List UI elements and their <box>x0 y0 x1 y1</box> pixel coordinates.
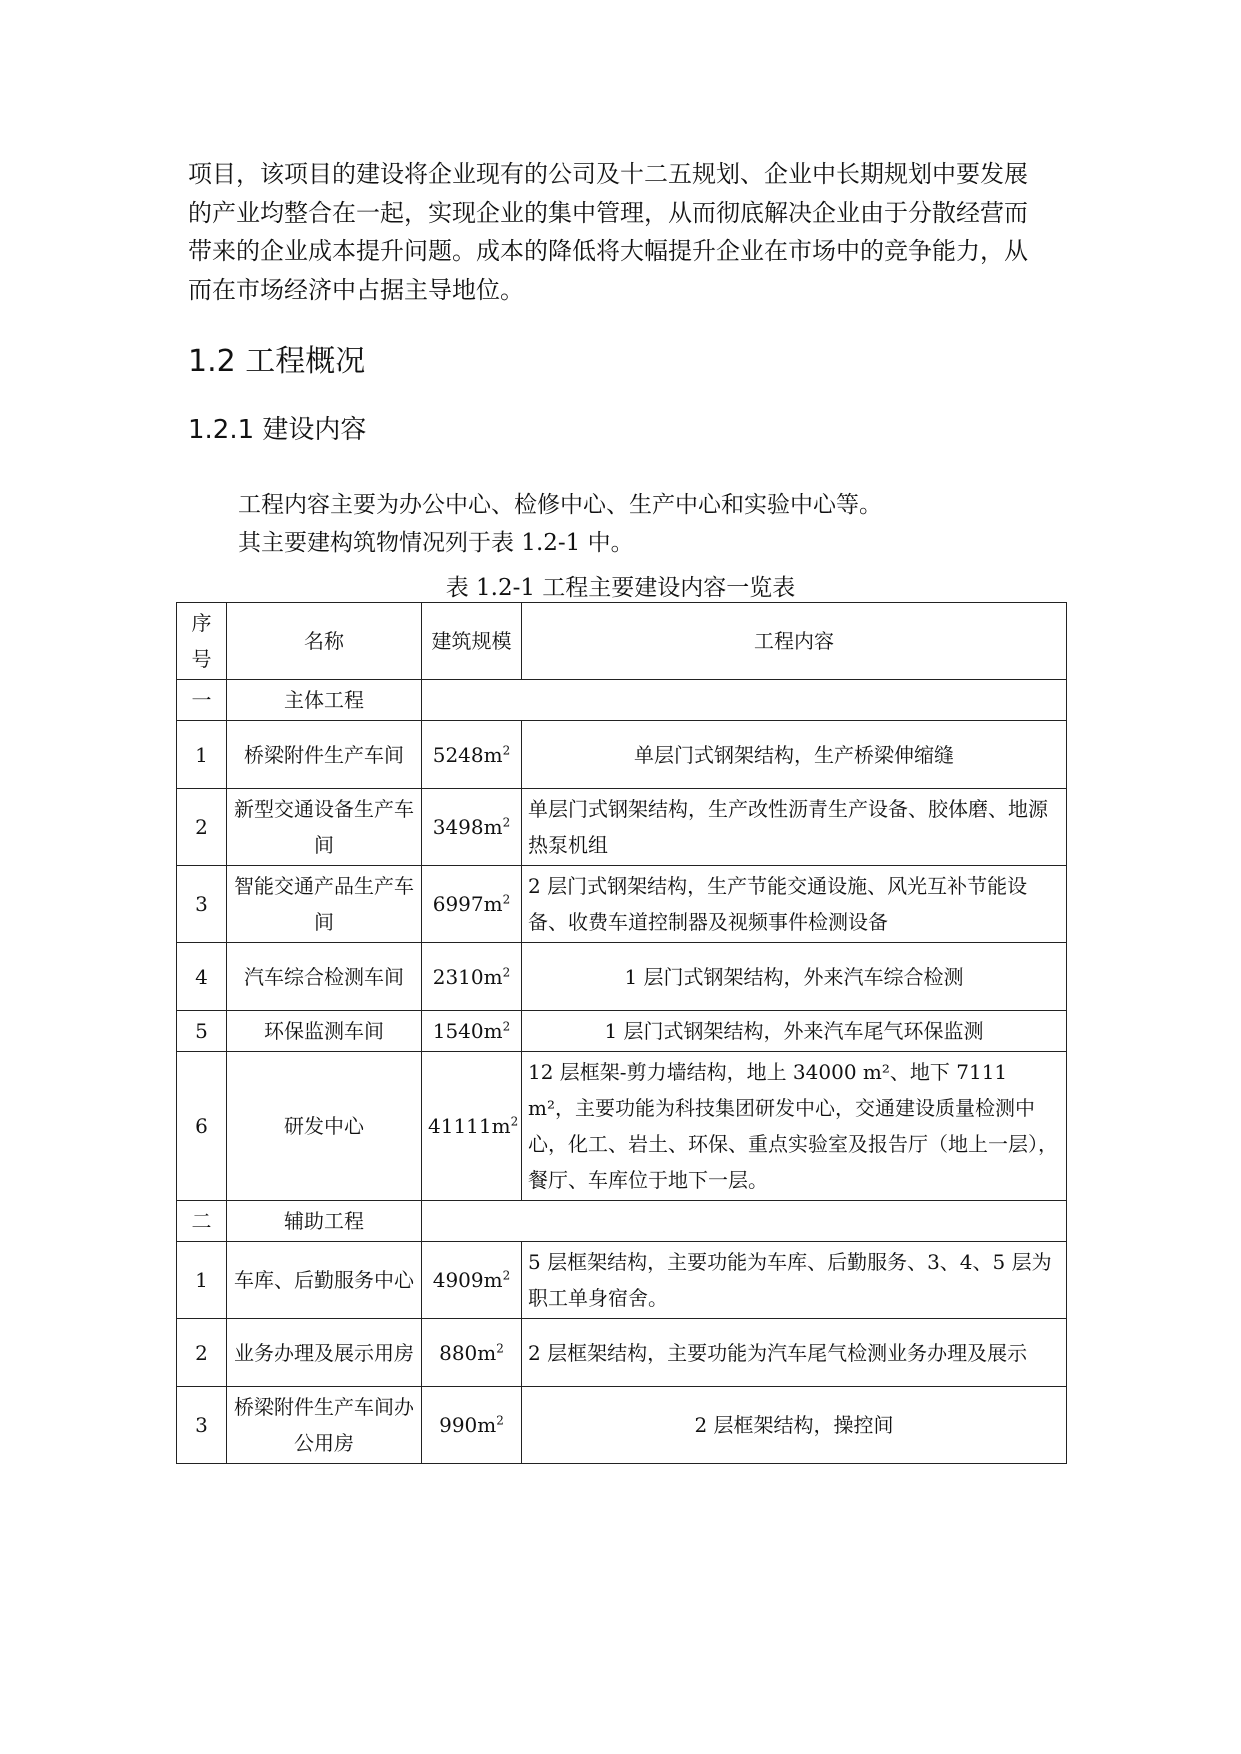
unit-superscript: 2 <box>496 1340 504 1355</box>
row-no: 3 <box>177 1387 227 1464</box>
row-no: 4 <box>177 943 227 1011</box>
intro-line: 带来的企业成本提升问题。成本的降低将大幅提升企业在市场中的竞争能力，从 <box>188 237 1028 265</box>
group-name: 主体工程 <box>227 680 422 721</box>
body-line: 工程内容主要为办公中心、检修中心、生产中心和实验中心等。 <box>238 492 882 518</box>
row-content: 2 层框架结构，主要功能为汽车尾气检测业务办理及展示 <box>522 1319 1067 1387</box>
row-name: 桥梁附件生产车间 <box>227 721 422 789</box>
table-row <box>177 866 1067 943</box>
group-no: 一 <box>177 680 227 721</box>
row-name: 桥梁附件生产车间办公用房 <box>227 1387 422 1464</box>
row-scale: $5248m^2$ <box>422 721 522 789</box>
subsection-title: 1.2.1 建设内容 <box>188 415 367 445</box>
row-no: 1 <box>177 721 227 789</box>
row-no: 1 <box>177 1242 227 1319</box>
row-scale: $41111m^2$ <box>422 1052 522 1201</box>
row-scale: $3498m^2$ <box>422 789 522 866</box>
table-row <box>177 1011 1067 1052</box>
row-scale: $4909m^2$ <box>422 1242 522 1319</box>
row-name: 汽车综合检测车间 <box>227 943 422 1011</box>
row-no: 5 <box>177 1011 227 1052</box>
row-name: 研发中心 <box>227 1052 422 1201</box>
row-no: 6 <box>177 1052 227 1201</box>
unit-superscript: 2 <box>502 1019 511 1034</box>
row-no: 2 <box>177 789 227 866</box>
group-name: 辅助工程 <box>227 1201 422 1242</box>
unit-superscript: 2 <box>510 1114 519 1129</box>
table-row <box>177 789 1067 866</box>
group-row <box>177 680 1067 721</box>
row-no: 3 <box>177 866 227 943</box>
row-name: 环保监测车间 <box>227 1011 422 1052</box>
header-scale: 建筑规模 <box>422 603 522 680</box>
unit-superscript: 2 <box>502 742 511 757</box>
row-name: 智能交通产品生产车间 <box>227 866 422 943</box>
table-header-row <box>177 603 1067 680</box>
intro-line: 的产业均整合在一起，实现企业的集中管理，从而彻底解决企业由于分散经营而 <box>188 198 1028 227</box>
table-row <box>177 1319 1067 1387</box>
table-row <box>177 943 1067 1011</box>
group-row <box>177 1201 1067 1242</box>
row-content: 5 层框架结构，主要功能为车库、后勤服务、3、4、5 层为职工单身宿舍。 <box>522 1242 1067 1319</box>
row-name: 新型交通设备生产车间 <box>227 789 422 866</box>
table-row <box>177 1052 1067 1201</box>
row-no: 2 <box>177 1319 227 1387</box>
unit-superscript: 2 <box>502 1268 511 1283</box>
row-content: 单层门式钢架结构，生产改性沥青生产设备、胶体磨、地源热泵机组 <box>522 789 1067 866</box>
construction-table <box>176 602 1067 1464</box>
table-row <box>177 1387 1067 1464</box>
row-content: 1 层门式钢架结构，外来汽车尾气环保监测 <box>522 1011 1067 1052</box>
row-name: 车库、后勤服务中心 <box>227 1242 422 1319</box>
body-line: 其主要建构筑物情况列于表 1.2-1 中。 <box>238 530 634 556</box>
row-scale: $880m^2$ <box>422 1319 522 1387</box>
table-caption: 表 1.2-1 工程主要建设内容一览表 <box>445 575 796 601</box>
row-content: 12 层框架-剪力墙结构，地上 34000 m²、地下 7111 m²，主要功能为科技集团研发中心，交通建设质量检测中心，化工、岩土、环保、重点实验室及报告厅（地上一层），餐厅、车库位于地下一层。 <box>522 1052 1067 1201</box>
unit-superscript: 2 <box>496 1413 504 1428</box>
row-scale: $2310m^2$ <box>422 943 522 1011</box>
group-no: 二 <box>177 1201 227 1242</box>
intro-line: 而在市场经济中占据主导地位。 <box>188 275 524 304</box>
unit-superscript: 2 <box>502 815 511 830</box>
row-content: 单层门式钢架结构，生产桥梁伸缩缝 <box>522 721 1067 789</box>
unit-superscript: 2 <box>502 892 511 907</box>
unit-superscript: 2 <box>502 964 511 979</box>
row-scale: $1540m^2$ <box>422 1011 522 1052</box>
table-row <box>177 1242 1067 1319</box>
row-scale: $990m^2$ <box>422 1387 522 1464</box>
table-row <box>177 721 1067 789</box>
header-no: 序号 <box>177 603 227 680</box>
header-name: 名称 <box>227 603 422 680</box>
row-scale: $6997m^2$ <box>422 866 522 943</box>
header-content: 工程内容 <box>522 603 1067 680</box>
row-content: 2 层框架结构，操控间 <box>522 1387 1067 1464</box>
intro-paragraph <box>188 155 1058 309</box>
row-content: 2 层门式钢架结构，生产节能交通设施、风光互补节能设备、收费车道控制器及视频事件检测设备 <box>522 866 1067 943</box>
section-title: 1.2 工程概况 <box>188 344 366 379</box>
intro-line: 项目，该项目的建设将企业现有的公司及十二五规划、企业中长期规划中要发展 <box>188 160 1028 188</box>
row-content: 1 层门式钢架结构，外来汽车综合检测 <box>522 943 1067 1011</box>
row-name: 业务办理及展示用房 <box>227 1319 422 1387</box>
